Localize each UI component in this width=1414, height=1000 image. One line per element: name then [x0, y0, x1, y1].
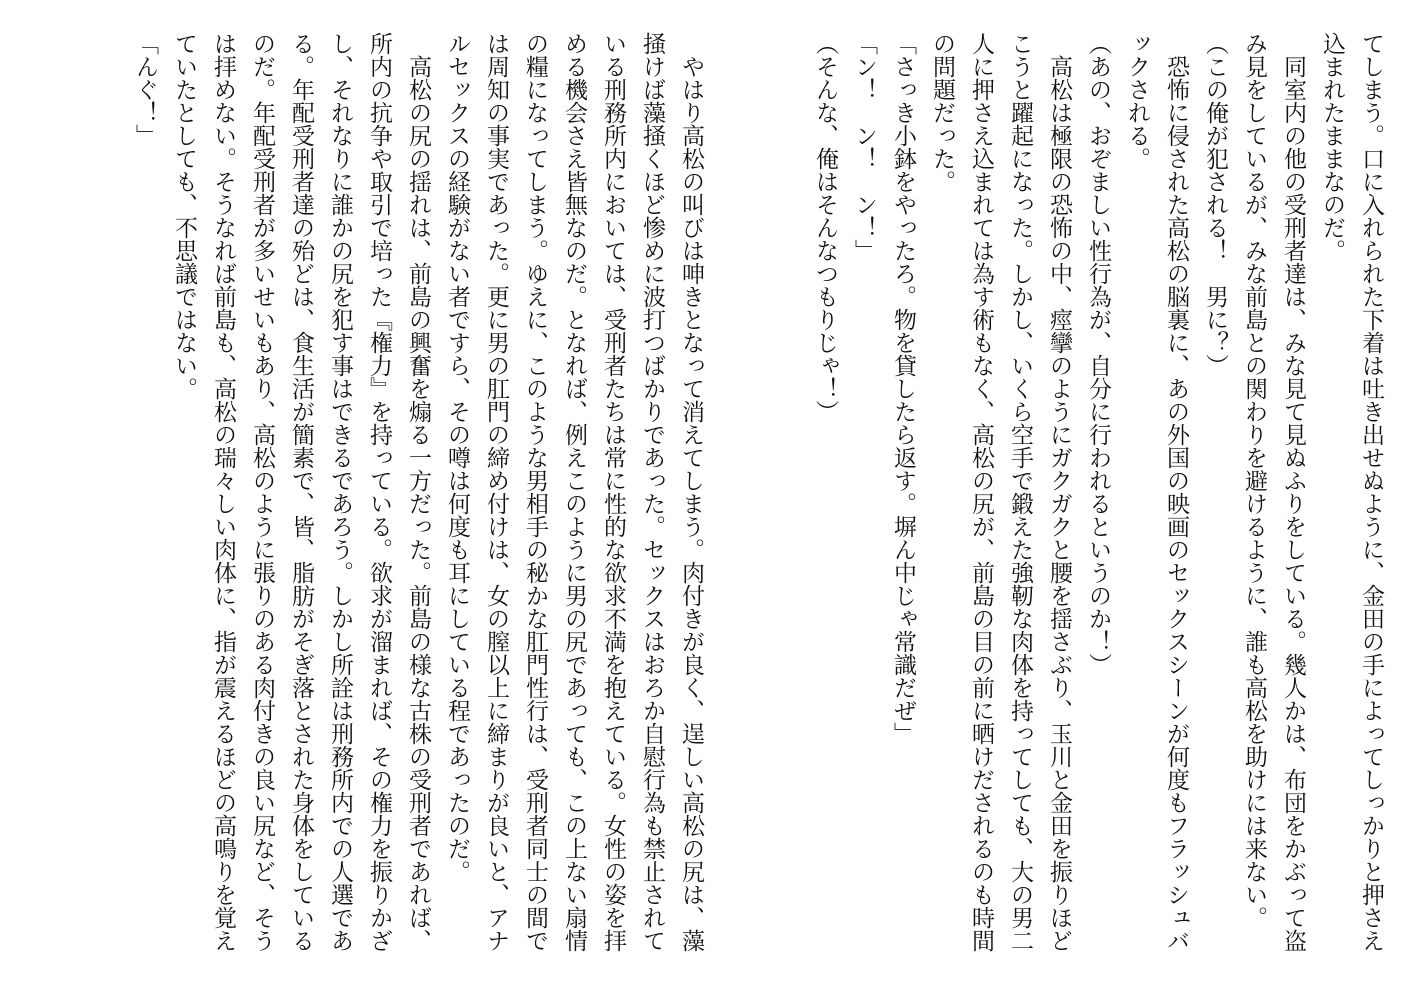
paragraph: 高松は極限の恐怖の中、痙攣のようにガクガクと腰を揺さぶり、玉川と金田を振りほどこうと躍起になった。しかし、いくら空手で鍛えた強靭な肉体を持ってしても、大の男二人に押さえ込まれては為す術もなく、高松の尻が、前島の目の前に晒けだされるのも時間の問題だった。: [929, 32, 1072, 952]
paragraph: 恐怖に侵された高松の脳裏に、あの外国の映画のセックスシーンが何度もフラッシュバックされる。: [1124, 32, 1189, 952]
paragraph: てしまう。口に入れられた下着は吐き出せぬように、金田の手によってしっかりと押さえ込まれたままなのだ。: [1319, 32, 1384, 952]
right-page-text: [755, 32, 1390, 972]
paragraph: 「さっき小鉢をやったろ。物を貸したら返す。塀ん中じゃ常識だぜ」: [890, 32, 916, 745]
paragraph: （この俺が犯される！ 男に？）: [1202, 32, 1228, 377]
left-page-text: [70, 32, 710, 972]
paragraph: 高松の尻の揺れは、前島の興奮を煽る一方だった。前島の様な古株の受刑者であれば、所内の抗争や取引で培った『権力』を持っている。欲求が溜まれば、その権力を振りかざし、それなりに誰かの尻を犯す事はできるであろう。しかし所詮は刑務所内での人選である。年配受刑者達の殆どは、食生活が簡素で、皆、脂肪がそぎ落とされた身体をしているのだ。年配受刑者が多いせいもあり、高松のように張りのある肉付きの良い尻など、そうは拝めない。そうなれば前島も、高松の瑞々しい肉体に、指が震えるほどの高鳴りを覚えていたとしても、不思議ではない。: [171, 32, 431, 952]
paragraph: 「んぐ！」: [132, 32, 158, 147]
paragraph: （あの、おぞましい性行為が、自分に行われるというのか！）: [1085, 32, 1111, 676]
paragraph: 同室内の他の受刑者達は、みな見て見ぬふりをしている。幾人かは、布団をかぶって盗み見をしているが、みな前島との関わりを避けるように、誰も高松を助けには来ない。: [1241, 32, 1306, 952]
paragraph: 「ン！ ン！ ン！」: [851, 32, 877, 262]
paragraph: やはり高松の叫びは呻きとなって消えてしまう。肉付きが良く、逞しい高松の尻は、藻掻けば藻掻くほど惨めに波打つばかりであった。セックスはおろか自慰行為も禁止されている刑務所内においては、受刑者たちは常に性的な欲求不満を抱えている。女性の姿を拝める機会さえ皆無なのだ。となれば、例えこのように男の尻であっても、この上ない扇情の糧になってしまう。ゆえに、このような男相手の秘かな肛門性行は、受刑者同士の間では周知の事実であった。更に男の肛門の締め付けは、女の膣以上に締まりが良いと、アナルセックスの経験がない者ですら、その噂は何度も耳にしている程であったのだ。: [444, 32, 704, 952]
paragraph: （そんな、俺はそんなつもりじゃ！）: [812, 32, 838, 423]
